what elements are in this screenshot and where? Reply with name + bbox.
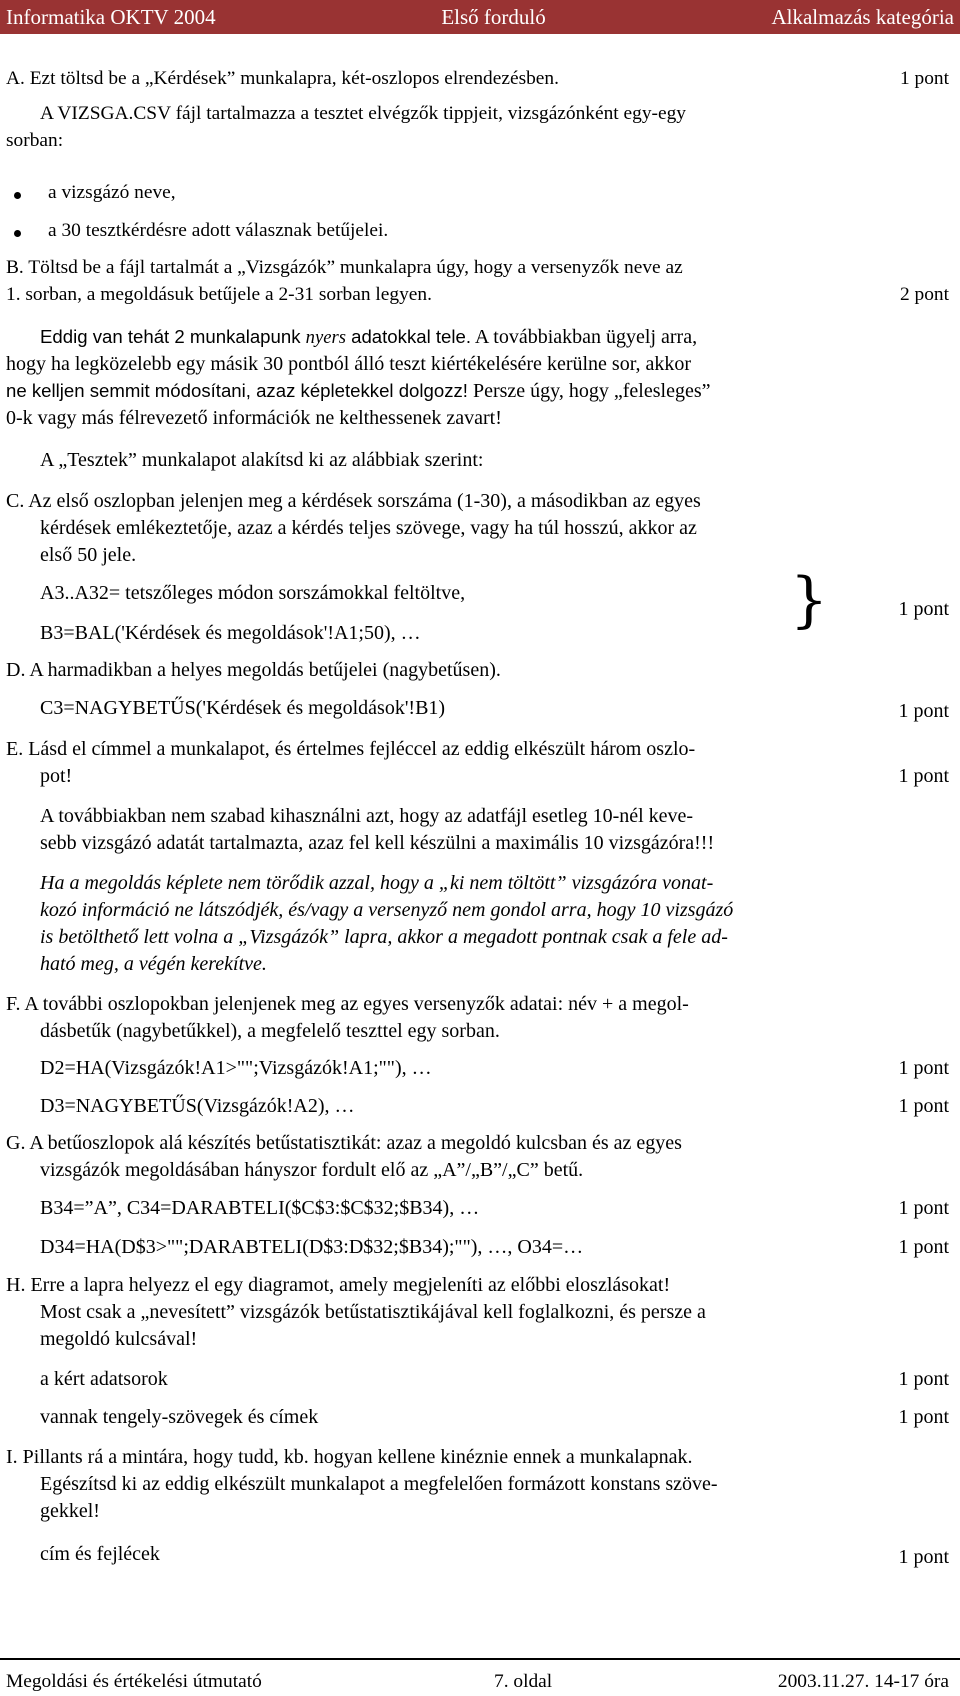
task-a-text: A. Ezt töltsd be a „Kérdések” munkalapra, két-oszlopos elrendezésben. bbox=[6, 68, 559, 89]
para1-line3 bbox=[6, 380, 710, 403]
task-d-points: 1 pont bbox=[898, 700, 949, 722]
task-h-points-2: 1 pont bbox=[898, 1406, 949, 1428]
para1-line2: hogy ha legközelebb egy másik 30 pontból álló teszt kiértékelésére kerülne sor, akkor bbox=[6, 353, 692, 375]
task-h-row-1: a kért adatsorok bbox=[40, 1368, 168, 1390]
para1-l1a: Eddig van tehát 2 munkalapunk bbox=[40, 326, 306, 347]
task-g-points-1: 1 pont bbox=[898, 1197, 949, 1219]
task-c-points: 1 pont bbox=[898, 598, 949, 620]
bullet-icon bbox=[14, 192, 21, 199]
para1-l3a: ne kelljen semmit módosítani, azaz képletekkel dolgozz! bbox=[6, 380, 468, 401]
tesztek-heading: A „Tesztek” munkalapot alakítsd ki az alábbiak szerint: bbox=[40, 449, 484, 471]
task-f-line2: dásbetűk (nagybetűkkel), a megfelelő teszttel egy sorban. bbox=[40, 1020, 500, 1042]
task-f-formula-2: D3=NAGYBETŰS(Vizsgázók!A2), … bbox=[40, 1095, 355, 1117]
task-g-line2: vizsgázók megoldásában hányszor fordult elő az „A”/„B”/„C” betű. bbox=[40, 1159, 584, 1181]
italic-line3: is betölthető lett volna a „Vizsgázók” lapra, akkor a megadott pontnak csak a fele ad- bbox=[40, 926, 728, 948]
task-i-line2: Egészítsd ki az eddig elkészült munkalapot a megfelelően formázott konstans szöve- bbox=[40, 1473, 718, 1495]
task-g-formula-1: B34=”A”, C34=DARABTELI($C$3:$C$32;$B34), … bbox=[40, 1197, 480, 1219]
footer-divider bbox=[0, 1658, 960, 1660]
para1-l1d: A továbbiakban ügyelj arra, bbox=[471, 326, 698, 348]
task-f-points-2: 1 pont bbox=[898, 1095, 949, 1117]
header-right: Alkalmazás kategória bbox=[771, 4, 954, 29]
task-i-line3: gekkel! bbox=[40, 1500, 100, 1522]
task-b-line2: 1. sorban, a megoldásuk betűjele a 2-31 sorban legyen. bbox=[6, 284, 432, 305]
task-i-points: 1 pont bbox=[898, 1546, 949, 1568]
header-left: Informatika OKTV 2004 bbox=[6, 4, 216, 29]
task-d-formula: C3=NAGYBETŰS('Kérdések és megoldások'!B1) bbox=[40, 697, 446, 719]
task-h-line1: H. Erre a lapra helyezz el egy diagramot, amely megjeleníti az előbbi eloszlásokat! bbox=[6, 1274, 671, 1296]
task-b-points: 2 pont bbox=[899, 284, 949, 305]
task-e-line2: pot! bbox=[40, 765, 73, 787]
para1-l3b: Persze úgy, hogy „felesleges” bbox=[467, 380, 711, 402]
footer-center: 7. oldal bbox=[494, 1671, 553, 1692]
para1-line1 bbox=[40, 326, 697, 349]
vizsga-bullet-1: a vizsgázó neve, bbox=[48, 182, 176, 203]
italic-line1: Ha a megoldás képlete nem törődik azzal, hogy a „ki nem töltött” vizsgázóra vonat- bbox=[40, 872, 714, 894]
task-h-row-2: vannak tengely-szövegek és címek bbox=[40, 1406, 319, 1428]
footer-left: Megoldási és értékelési útmutató bbox=[6, 1671, 262, 1692]
task-e-line1: E. Lásd el címmel a munkalapot, és értelmes fejléccel az eddig elkészült három oszlo- bbox=[6, 738, 696, 760]
task-c-line1: C. Az első oszlopban jelenjen meg a kérdések sorszáma (1-30), a másodikban az egyes bbox=[6, 490, 701, 512]
task-a-points: 1 pont bbox=[899, 68, 949, 89]
task-h-points-1: 1 pont bbox=[898, 1368, 949, 1390]
task-g-points-2: 1 pont bbox=[898, 1236, 949, 1258]
para2-line1: A továbbiakban nem szabad kihasználni azt, hogy az adatfájl esetleg 10-nél keve- bbox=[40, 805, 694, 827]
task-h-line2: Most csak a „nevesített” vizsgázók betűstatisztikájával kell foglalkozni, és persze a bbox=[40, 1301, 706, 1323]
task-f-line1: F. A további oszlopokban jelenjenek meg az egyes versenyzők adatai: név + a megol- bbox=[6, 993, 689, 1015]
para1-l1c: adatokkal tele. bbox=[345, 326, 472, 347]
task-c-formula-2: B3=BAL('Kérdések és megoldások'!A1;50), … bbox=[40, 622, 421, 644]
task-i-line1: I. Pillants rá a mintára, hogy tudd, kb. hogyan kellene kinéznie ennek a munkalapnak. bbox=[6, 1446, 693, 1468]
footer-right: 2003.11.27. 14-17 óra bbox=[777, 1671, 949, 1692]
vizsga-line2: sorban: bbox=[6, 130, 64, 151]
para1-line4: 0-k vagy más félrevezető információk ne kelthessenek zavart! bbox=[6, 407, 502, 429]
para1-l1b: nyers bbox=[305, 327, 346, 348]
vizsga-line1: A VIZSGA.CSV fájl tartalmazza a tesztet elvégzők tippjeit, vizsgázónként egy-egy bbox=[40, 103, 686, 124]
para2-line2: sebb vizsgázó adatát tartalmazta, azaz fel kell készülni a maximális 10 vizsgázóra!!! bbox=[40, 832, 715, 854]
italic-line2: kozó információ ne látszódjék, és/vagy a versenyző nem gondol arra, hogy 10 vizsgázó bbox=[40, 899, 734, 921]
task-f-points-1: 1 pont bbox=[898, 1057, 949, 1079]
brace-icon: } bbox=[790, 565, 829, 635]
task-g-formula-2: D34=HA(D$3>"";DARABTELI(D$3:D$32;$B34);""), …, O34=… bbox=[40, 1236, 584, 1258]
vizsga-bullet-2: a 30 tesztkérdésre adott válasznak betűjelei. bbox=[48, 220, 389, 241]
header-center: Első forduló bbox=[441, 4, 546, 29]
bullet-icon bbox=[14, 230, 21, 237]
italic-line4: ható meg, a végén kerekítve. bbox=[40, 953, 267, 975]
page-header bbox=[0, 0, 960, 34]
task-c-line2: kérdések emlékeztetője, azaz a kérdés teljes szövege, vagy ha túl hosszú, akkor az bbox=[40, 517, 697, 539]
task-g-line1: G. A betűoszlopok alá készítés betűstatisztikát: azaz a megoldó kulcsban és az egyes bbox=[6, 1132, 682, 1154]
task-e-points: 1 pont bbox=[898, 765, 949, 787]
task-d-line1: D. A harmadikban a helyes megoldás betűjelei (nagybetűsen). bbox=[6, 659, 501, 681]
task-c-line3: első 50 jele. bbox=[40, 544, 137, 566]
task-f-formula-1: D2=HA(Vizsgázók!A1>"";Vizsgázók!A1;""), … bbox=[40, 1057, 432, 1079]
task-b-line1: B. Töltsd be a fájl tartalmát a „Vizsgázók” munkalapra úgy, hogy a versenyzők neve az bbox=[6, 257, 683, 278]
task-h-line3: megoldó kulcsával! bbox=[40, 1328, 198, 1350]
task-i-row-1: cím és fejlécek bbox=[40, 1543, 160, 1565]
task-c-formula-1: A3..A32= tetszőleges módon sorszámokkal feltöltve, bbox=[40, 582, 466, 604]
